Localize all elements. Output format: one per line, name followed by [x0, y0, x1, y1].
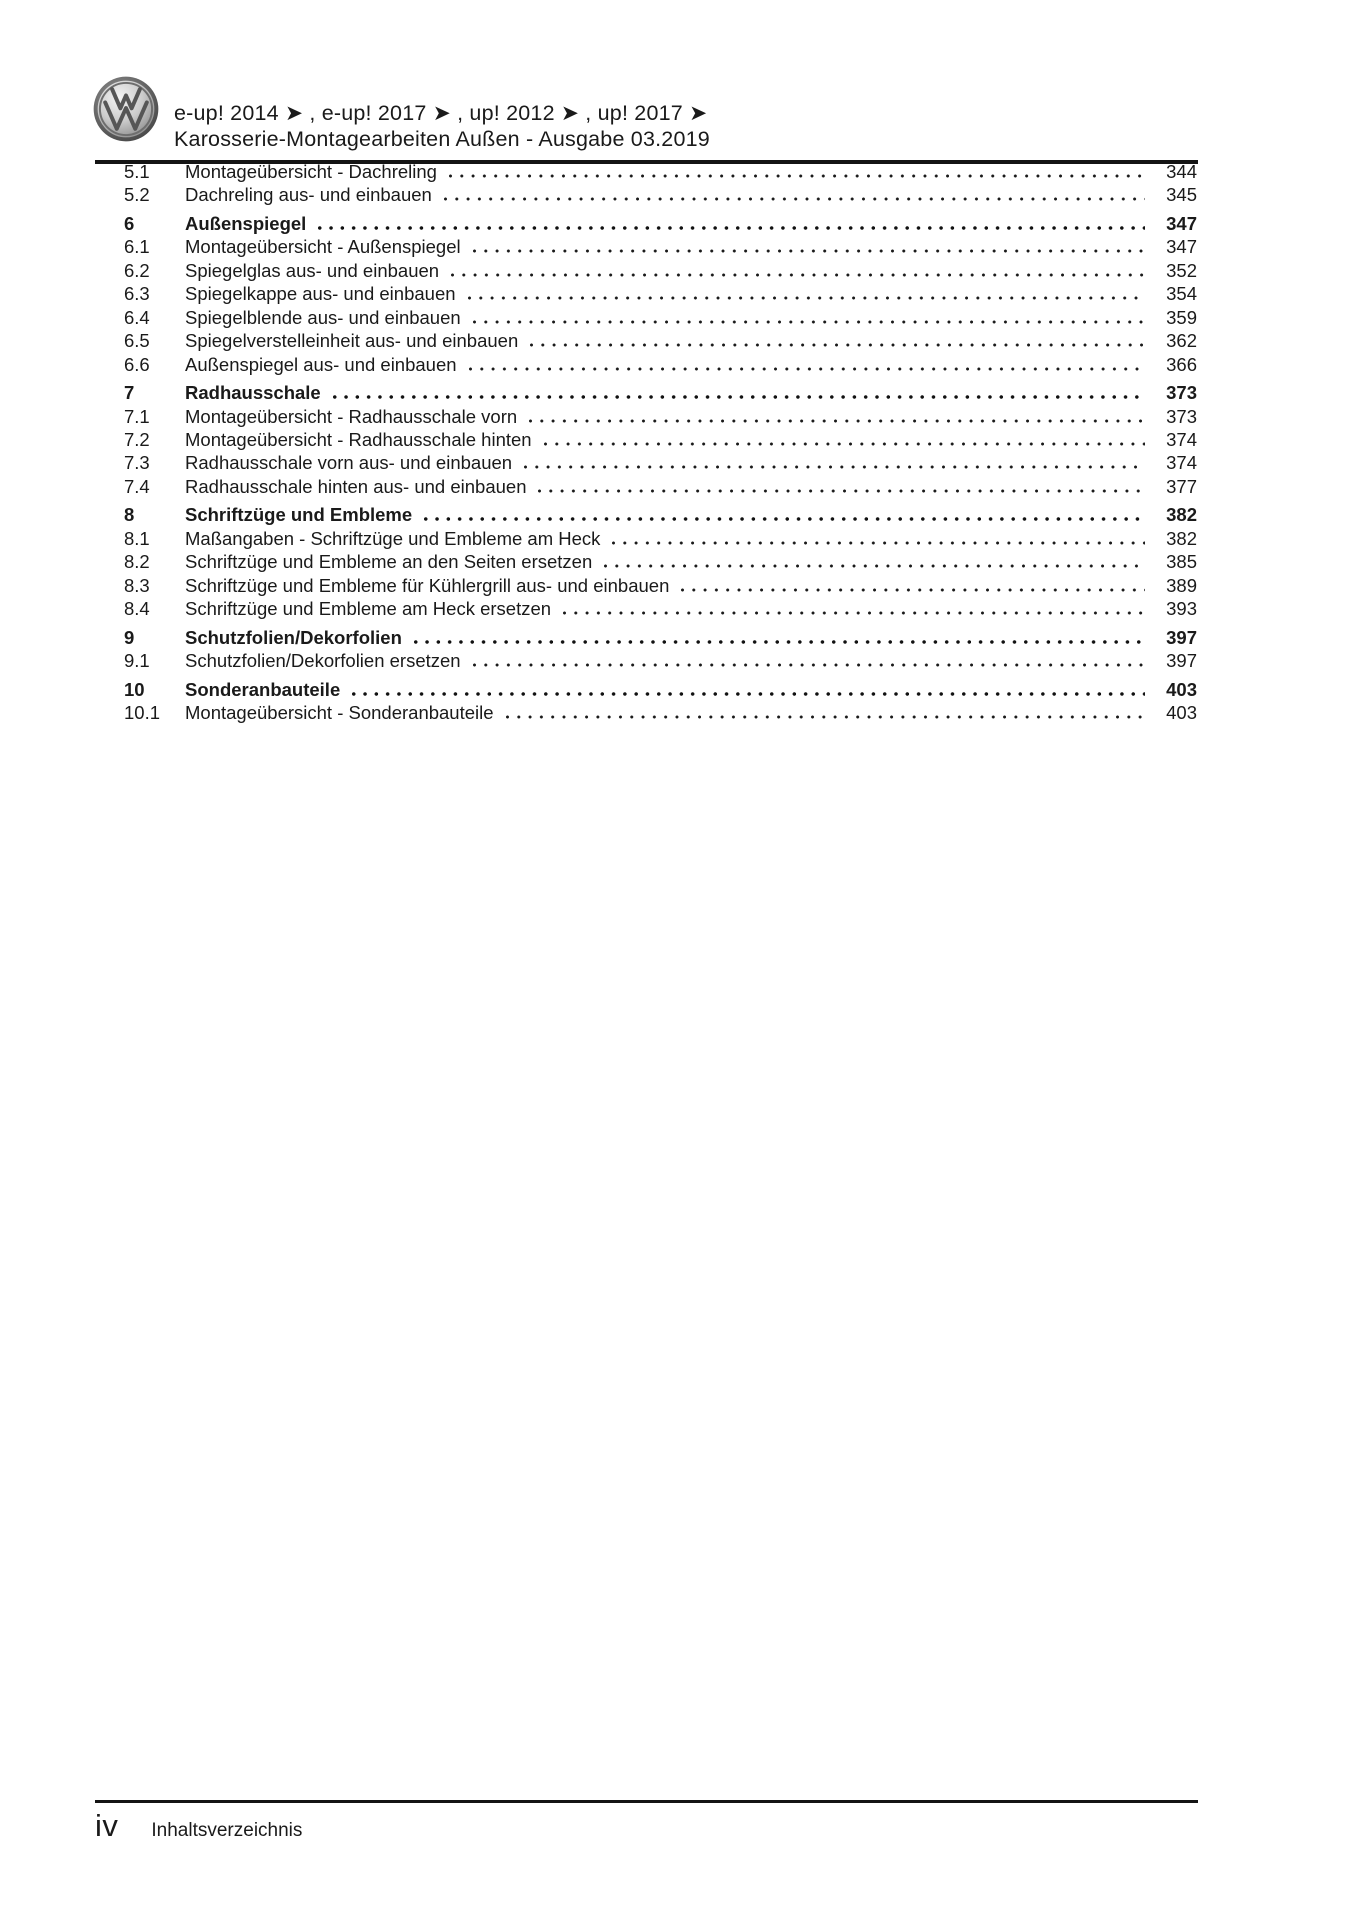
toc-entry-title: Radhausschale	[185, 382, 321, 404]
toc-entry-title: Montageübersicht - Radhausschale vorn	[185, 405, 518, 427]
dot-leader	[529, 419, 1145, 423]
toc-entry-title: Montageübersicht - Dachreling	[185, 161, 437, 182]
toc-entry	[124, 451, 1197, 474]
toc-entry	[124, 183, 1197, 206]
dot-leader	[352, 692, 1145, 696]
toc-entry-number: 6.4	[124, 306, 150, 328]
toc-entry-number: 5.2	[124, 184, 150, 206]
toc-entry-title: Schutzfolien/Dekorfolien ersetzen	[185, 650, 461, 672]
page-number-roman: iv	[95, 1808, 119, 1843]
toc-entry	[124, 678, 1197, 701]
toc-entry-page: 393	[1166, 598, 1197, 620]
toc-entry	[124, 574, 1197, 597]
toc-entry-page: 403	[1166, 678, 1197, 700]
toc-entry	[124, 160, 1197, 183]
toc-entry-number: 6.5	[124, 330, 150, 352]
toc-entry	[124, 527, 1197, 550]
toc-entry	[124, 282, 1197, 305]
toc-entry-number: 6.1	[124, 236, 150, 258]
page-header	[93, 76, 710, 152]
vw-logo-icon	[93, 76, 159, 142]
toc-entry	[124, 503, 1197, 526]
toc-entry-title: Schriftzüge und Embleme an den Seiten ersetzen	[185, 551, 593, 573]
toc-entry-number: 8.1	[124, 527, 150, 549]
dot-leader	[318, 226, 1145, 230]
toc-entry-title: Sonderanbauteile	[185, 678, 341, 700]
toc-entry-title: Montageübersicht - Außenspiegel	[185, 236, 461, 258]
toc-entry-page: 397	[1166, 626, 1197, 648]
toc-entry-title: Radhausschale vorn aus- und einbauen	[185, 452, 513, 474]
toc-entry-page: 359	[1166, 306, 1197, 328]
toc-entry-page: 389	[1166, 574, 1197, 596]
toc-entry-title: Radhausschale hinten aus- und einbauen	[185, 475, 527, 497]
toc-entry-page: 347	[1166, 212, 1197, 234]
dot-leader	[444, 197, 1145, 201]
footer-section-label: Inhaltsverzeichnis	[151, 1820, 303, 1841]
footer-rule	[95, 1800, 1198, 1803]
dot-leader	[449, 174, 1145, 178]
dot-leader	[333, 395, 1145, 399]
toc-entry	[124, 701, 1197, 724]
toc-entry-title: Außenspiegel	[185, 212, 307, 234]
header-model-list: e-up! 2014 ➤ , e-up! 2017 ➤ , up! 2012 ➤ , up! 2017 ➤	[174, 101, 708, 125]
toc-entry-title: Spiegelglas aus- und einbauen	[185, 259, 440, 281]
dot-leader	[473, 249, 1145, 253]
toc-entry-number: 6	[124, 212, 135, 234]
toc-entry-number: 9.1	[124, 650, 150, 672]
page-footer	[95, 1808, 302, 1844]
dot-leader	[451, 273, 1145, 277]
toc-entry-page: 354	[1166, 283, 1197, 305]
toc-entry	[124, 428, 1197, 451]
toc-entry-page: 373	[1166, 405, 1197, 427]
toc-entry-page: 362	[1166, 330, 1197, 352]
toc-entry-title: Schriftzüge und Embleme am Heck ersetzen	[185, 598, 552, 620]
toc-entry-title: Dachreling aus- und einbauen	[185, 184, 432, 206]
toc-entry-page: 347	[1166, 236, 1197, 258]
dot-leader	[473, 663, 1145, 667]
dot-leader	[424, 517, 1145, 521]
toc-entry-number: 6.6	[124, 353, 150, 375]
dot-leader	[506, 715, 1145, 719]
toc-entry-title: Spiegelverstelleinheit aus- und einbauen	[185, 330, 519, 352]
toc-entry	[124, 212, 1197, 235]
table-of-contents	[124, 160, 1197, 724]
toc-entry-title: Spiegelkappe aus- und einbauen	[185, 283, 456, 305]
header-document-title: Karosserie-Montagearbeiten Außen - Ausgabe 03.2019	[174, 127, 710, 151]
toc-entry-title: Außenspiegel aus- und einbauen	[185, 353, 457, 375]
toc-entry	[124, 550, 1197, 573]
dot-leader	[538, 489, 1145, 493]
toc-entry-page: 344	[1166, 161, 1197, 182]
toc-entry-title: Schriftzüge und Embleme	[185, 504, 413, 526]
dot-leader	[414, 640, 1145, 644]
dot-leader	[524, 465, 1145, 469]
toc-entry-page: 382	[1166, 504, 1197, 526]
toc-entry-title: Montageübersicht - Radhausschale hinten	[185, 428, 532, 450]
toc-entry	[124, 405, 1197, 428]
toc-entry-number: 7.2	[124, 428, 150, 450]
toc-entry	[124, 329, 1197, 352]
toc-entry-number: 8.3	[124, 574, 150, 596]
toc-entry-page: 345	[1166, 184, 1197, 206]
toc-entry	[124, 306, 1197, 329]
toc-entry-number: 6.2	[124, 259, 150, 281]
dot-leader	[473, 320, 1145, 324]
dot-leader	[563, 611, 1145, 615]
toc-entry-number: 7.3	[124, 452, 150, 474]
toc-entry	[124, 597, 1197, 620]
toc-entry-page: 374	[1166, 452, 1197, 474]
toc-entry-number: 8.4	[124, 598, 150, 620]
toc-entry	[124, 649, 1197, 672]
toc-entry-page: 382	[1166, 527, 1197, 549]
toc-entry-page: 374	[1166, 428, 1197, 450]
toc-entry-page: 373	[1166, 382, 1197, 404]
toc-entry-title: Schutzfolien/Dekorfolien	[185, 626, 402, 648]
dot-leader	[681, 588, 1145, 592]
toc-entry-number: 6.3	[124, 283, 150, 305]
toc-entry	[124, 626, 1197, 649]
toc-entry	[124, 381, 1197, 404]
toc-entry-number: 7	[124, 382, 135, 404]
dot-leader	[469, 367, 1145, 371]
toc-entry-page: 366	[1166, 353, 1197, 375]
toc-entry-number: 10.1	[124, 701, 161, 723]
toc-entry-page: 385	[1166, 551, 1197, 573]
toc-entry-number: 10	[124, 678, 145, 700]
toc-entry-title: Montageübersicht - Sonderanbauteile	[185, 701, 494, 723]
toc-entry-page: 352	[1166, 259, 1197, 281]
toc-entry-number: 9	[124, 626, 135, 648]
toc-entry-title: Maßangaben - Schriftzüge und Embleme am Heck	[185, 527, 601, 549]
dot-leader	[612, 541, 1145, 545]
toc-entry-title: Schriftzüge und Embleme für Kühlergrill aus- und einbauen	[185, 574, 670, 596]
toc-entry-number: 8	[124, 504, 135, 526]
toc-entry-title: Spiegelblende aus- und einbauen	[185, 306, 461, 328]
toc-entry-number: 5.1	[124, 161, 150, 182]
toc-entry-page: 397	[1166, 650, 1197, 672]
toc-entry	[124, 475, 1197, 498]
dot-leader	[544, 442, 1145, 446]
toc-entry-number: 7.4	[124, 475, 150, 497]
dot-leader	[530, 343, 1145, 347]
toc-entry-number: 8.2	[124, 551, 150, 573]
toc-entry-number: 7.1	[124, 405, 150, 427]
toc-entry-page: 377	[1166, 475, 1197, 497]
toc-entry-page: 403	[1166, 701, 1197, 723]
toc-entry	[124, 353, 1197, 376]
toc-entry	[124, 259, 1197, 282]
dot-leader	[604, 564, 1145, 568]
toc-entry	[124, 235, 1197, 258]
dot-leader	[468, 296, 1145, 300]
